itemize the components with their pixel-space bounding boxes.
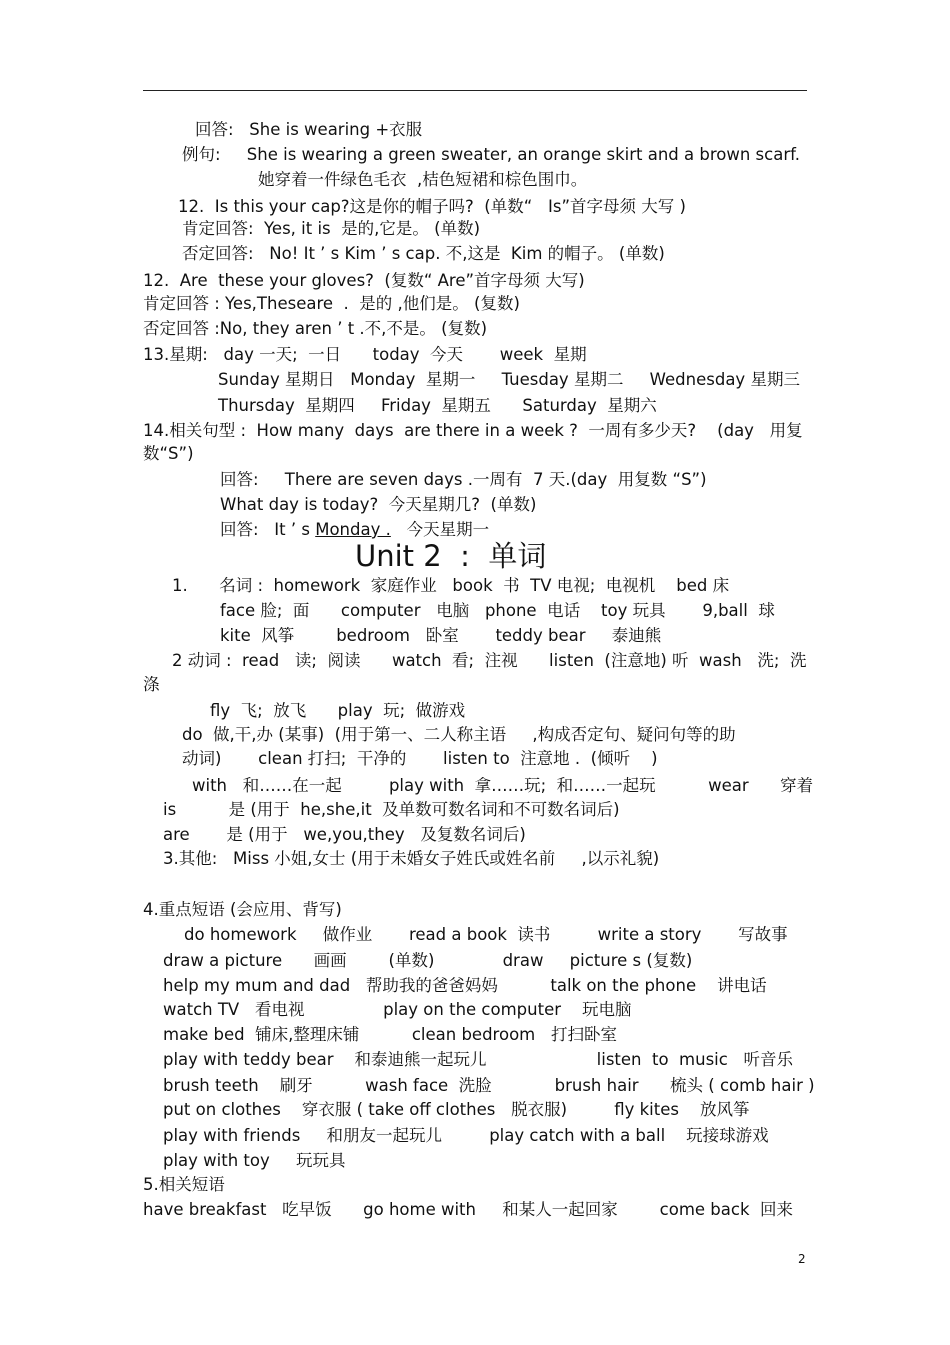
text-line: 动词) clean 打扫; 干净的 listen to 注意地 . (倾听 ) bbox=[182, 749, 658, 768]
text-line: fly 飞; 放飞 play 玩; 做游戏 bbox=[210, 701, 466, 720]
text-line: do 做,干,办 (某事) (用于第一、二人称主语 ,构成否定句、疑问句等的助 bbox=[182, 725, 736, 744]
text-line: 4.重点短语 (会应用、背写) bbox=[143, 900, 342, 919]
text-line: Thursday 星期四 Friday 星期五 Saturday 星期六 bbox=[218, 396, 657, 415]
text-line: 例句: She is wearing a green sweater, an orange skirt and a brown scarf. bbox=[182, 145, 800, 164]
text-line: is 是 (用于 he,she,it 及单数可数名词和不可数名词后) bbox=[163, 800, 620, 819]
answer-prefix: 回答: It ’ s bbox=[220, 520, 316, 539]
text-line: 数“S”) bbox=[143, 444, 194, 463]
text-line bbox=[220, 520, 489, 540]
answer-gloss: 今天星期一 bbox=[390, 520, 490, 539]
text-line: 否定回答 :No, they aren ’ t .不,不是。 (复数) bbox=[143, 319, 488, 338]
page-number: 2 bbox=[798, 1252, 806, 1266]
text-line: are 是 (用于 we,you,they 及复数名词后) bbox=[163, 825, 526, 844]
text-line: Sunday 星期日 Monday 星期一 Tuesday 星期二 Wednesday 星期三 bbox=[218, 370, 800, 389]
text-line: play with toy 玩玩具 bbox=[163, 1151, 346, 1170]
monday-underlined: Monday . bbox=[315, 520, 391, 539]
text-line: 5.相关短语 bbox=[143, 1175, 225, 1194]
text-line: 肯定回答 : Yes,Theseare . 是的 ,他们是。 (复数) bbox=[143, 294, 520, 313]
text-line: have breakfast 吃早饭 go home with 和某人一起回家 come back 回来 bbox=[143, 1200, 793, 1219]
text-line: 1. 名词 : homework 家庭作业 book 书 TV 电视; 电视机 bed 床 bbox=[172, 576, 730, 595]
text-line: help my mum and dad 帮助我的爸爸妈妈 talk on the phone 讲电话 bbox=[163, 976, 767, 995]
text-line: play with teddy bear 和泰迪熊一起玩儿 listen to music 听音乐 bbox=[163, 1050, 794, 1069]
text-line: draw a picture 画画 (单数) draw picture s (复数) bbox=[163, 951, 693, 970]
text-line: 涤 bbox=[143, 675, 160, 694]
text-line: 12. Is this your cap?这是你的帽子吗? (单数“ Is”首字母须 大写 ) bbox=[178, 197, 686, 216]
text-line: What day is today? 今天星期几? (单数) bbox=[220, 495, 537, 514]
text-line: with 和……在一起 play with 拿……玩; 和……一起玩 wear 穿着 bbox=[192, 776, 814, 795]
text-line: make bed 铺床,整理床铺 clean bedroom 打扫卧室 bbox=[163, 1025, 617, 1044]
text-line: 12. Are these your gloves? (复数“ Are”首字母须 大写) bbox=[143, 271, 585, 290]
unit-heading: Unit 2 : 单词 bbox=[355, 539, 547, 573]
text-line: 回答: She is wearing +衣服 bbox=[195, 120, 423, 139]
text-line: kite 风筝 bedroom 卧室 teddy bear 泰迪熊 bbox=[220, 626, 662, 645]
text-line: face 脸; 面 computer 电脑 phone 电话 toy 玩具 9,ball 球 bbox=[220, 601, 775, 620]
text-line: put on clothes 穿衣服 ( take off clothes 脱衣服) fly kites 放风筝 bbox=[163, 1100, 750, 1119]
text-line: brush teeth 刷牙 wash face 洗脸 brush hair 梳头 ( comb hair ) bbox=[163, 1076, 815, 1095]
text-line: 3.其他: Miss 小姐,女士 (用于未婚女子姓氏或姓名前 ,以示礼貌) bbox=[163, 849, 660, 868]
text-line: watch TV 看电视 play on the computer 玩电脑 bbox=[163, 1000, 632, 1019]
text-line: 肯定回答: Yes, it is 是的,它是。 (单数) bbox=[182, 219, 481, 238]
text-line: 否定回答: No! It ’ s Kim ’ s cap. 不,这是 Kim 的帽子。 (单数) bbox=[182, 244, 665, 263]
text-line: 2 动词 : read 读; 阅读 watch 看; 注视 listen (注意地) 听 wash 洗; 洗 bbox=[172, 651, 807, 670]
text-line: do homework 做作业 read a book 读书 write a story 写故事 bbox=[184, 925, 788, 944]
text-line: 她穿着一件绿色毛衣 ,桔色短裙和棕色围巾。 bbox=[258, 170, 588, 189]
text-line: 14.相关句型 : How many days are there in a week ? 一周有多少天? (day 用复 bbox=[143, 421, 803, 440]
header-rule bbox=[143, 90, 807, 91]
text-line: play with friends 和朋友一起玩儿 play catch with a ball 玩接球游戏 bbox=[163, 1126, 769, 1145]
text-line: 13.星期: day 一天; 一日 today 今天 week 星期 bbox=[143, 345, 587, 364]
text-line: 回答: There are seven days .一周有 7 天.(day 用复数 “S”) bbox=[220, 470, 707, 489]
